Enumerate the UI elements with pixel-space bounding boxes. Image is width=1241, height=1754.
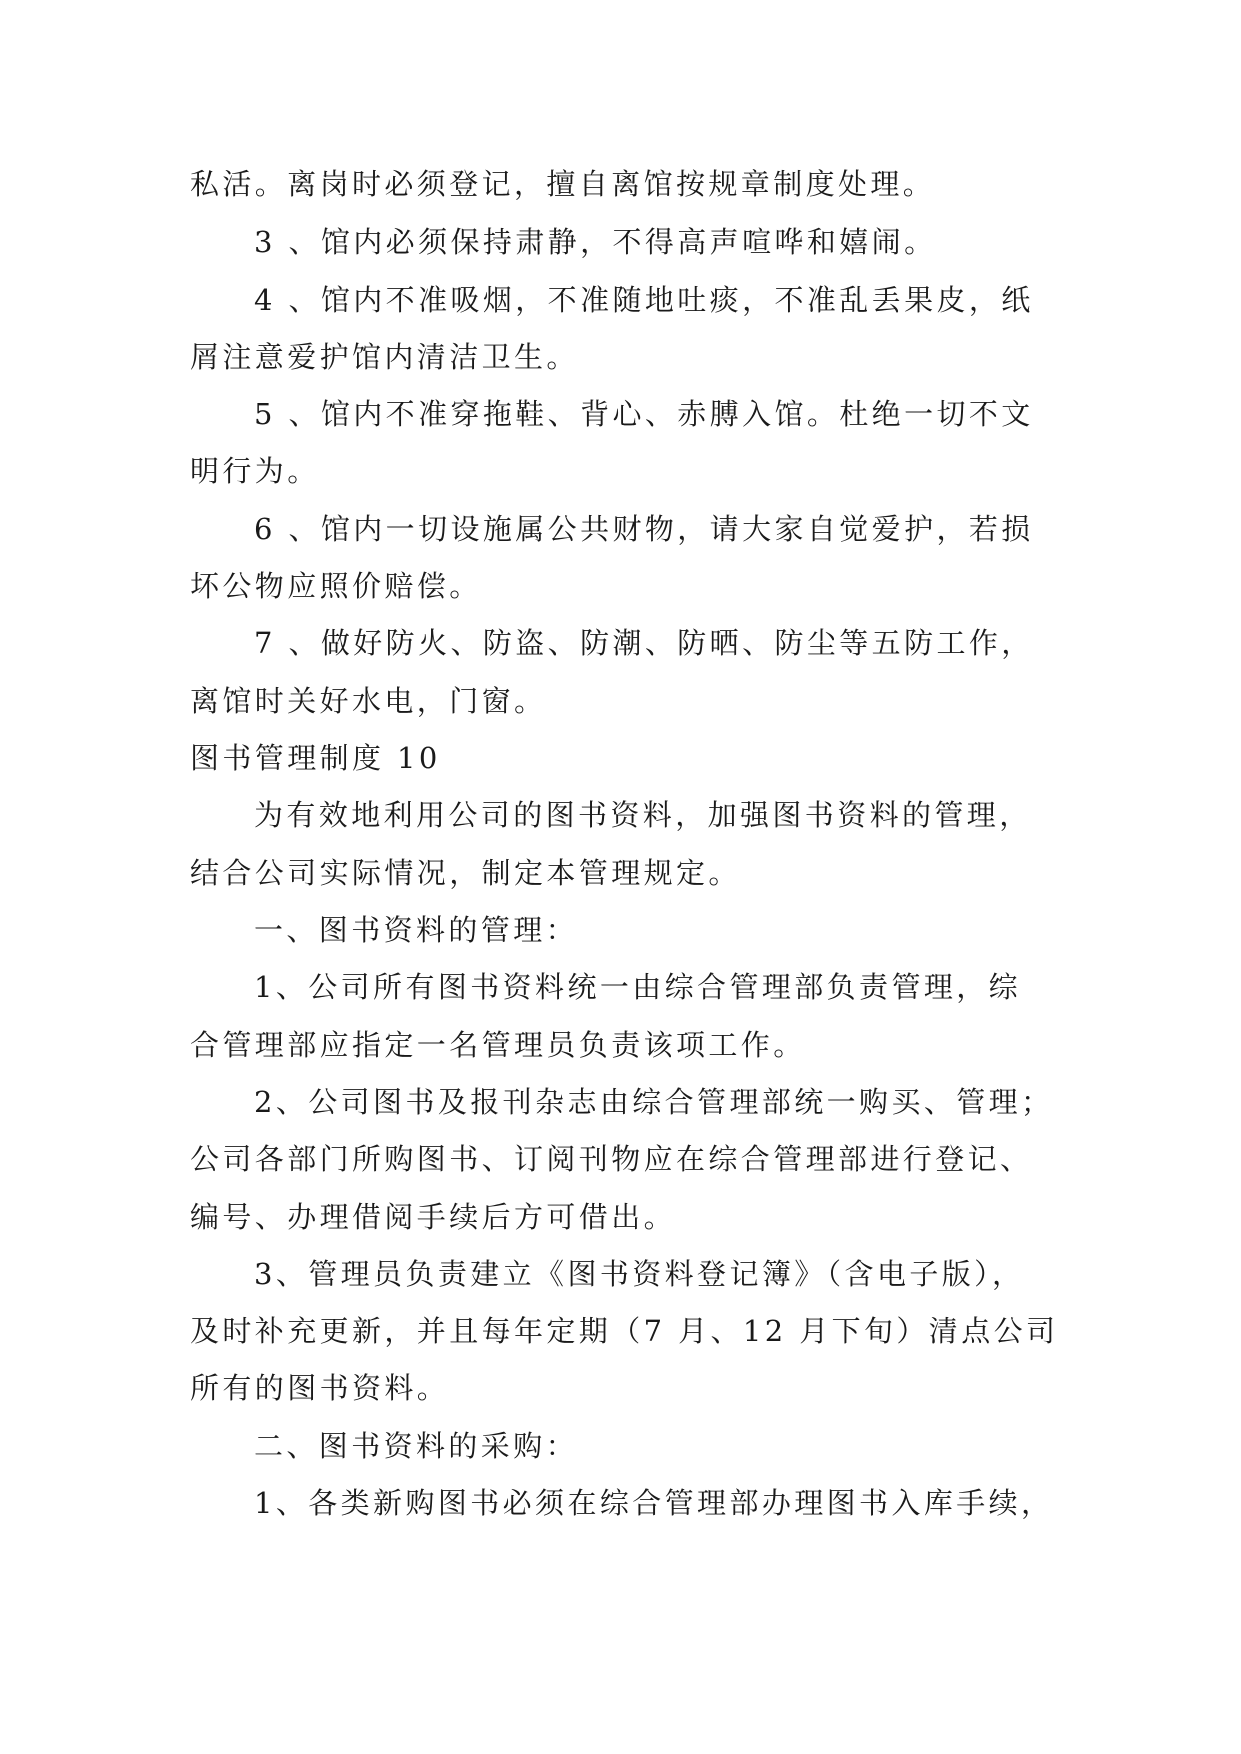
text-line: 2、公司图书及报刊杂志由综合管理部统一购买、管理； (254, 1085, 1054, 1119)
text-line: 3 、馆内必须保持肃静，不得高声喧哗和嬉闹。 (254, 225, 937, 259)
text-line: 及时补充更新，并且每年定期（7 月、12 月下旬）清点公司 (190, 1314, 1059, 1348)
text-line: 结合公司实际情况，制定本管理规定。 (190, 856, 741, 890)
text-line: 6 、馆内一切设施属公共财物，请大家自觉爱护，若损 (254, 512, 1034, 546)
text-line: 二、图书资料的采购： (254, 1429, 579, 1463)
text-line: 离馆时关好水电，门窗。 (190, 684, 547, 718)
text-line: 编号、办理借阅手续后方可借出。 (190, 1200, 677, 1234)
text-line: 为有效地利用公司的图书资料，加强图书资料的管理， (254, 798, 1032, 832)
section-heading: 图书管理制度 10 (190, 741, 441, 775)
text-line: 4 、馆内不准吸烟，不准随地吐痰，不准乱丢果皮，纸 (254, 283, 1034, 317)
text-line: 公司各部门所购图书、订阅刊物应在综合管理部进行登记、 (190, 1142, 1033, 1176)
text-line: 3、管理员负责建立《图书资料登记簿》（含电子版）， (254, 1257, 1025, 1291)
text-line: 5 、馆内不准穿拖鞋、背心、赤膊入馆。杜绝一切不文 (254, 397, 1034, 431)
text-line: 1、各类新购图书必须在综合管理部办理图书入库手续， (254, 1486, 1054, 1520)
text-line: 一、图书资料的管理： (254, 913, 579, 947)
text-line: 坏公物应照价赔偿。 (190, 569, 482, 603)
text-line: 屑注意爱护馆内清洁卫生。 (190, 340, 579, 374)
text-line: 私活。离岗时必须登记，擅自离馆按规章制度处理。 (190, 167, 936, 201)
text-line: 合管理部应指定一名管理员负责该项工作。 (190, 1028, 806, 1062)
text-line: 所有的图书资料。 (190, 1371, 450, 1405)
text-line: 明行为。 (190, 454, 320, 488)
text-line: 1、公司所有图书资料统一由综合管理部负责管理，综 (254, 970, 1022, 1004)
text-line: 7 、做好防火、防盗、防潮、防晒、防尘等五防工作， (254, 626, 1034, 660)
